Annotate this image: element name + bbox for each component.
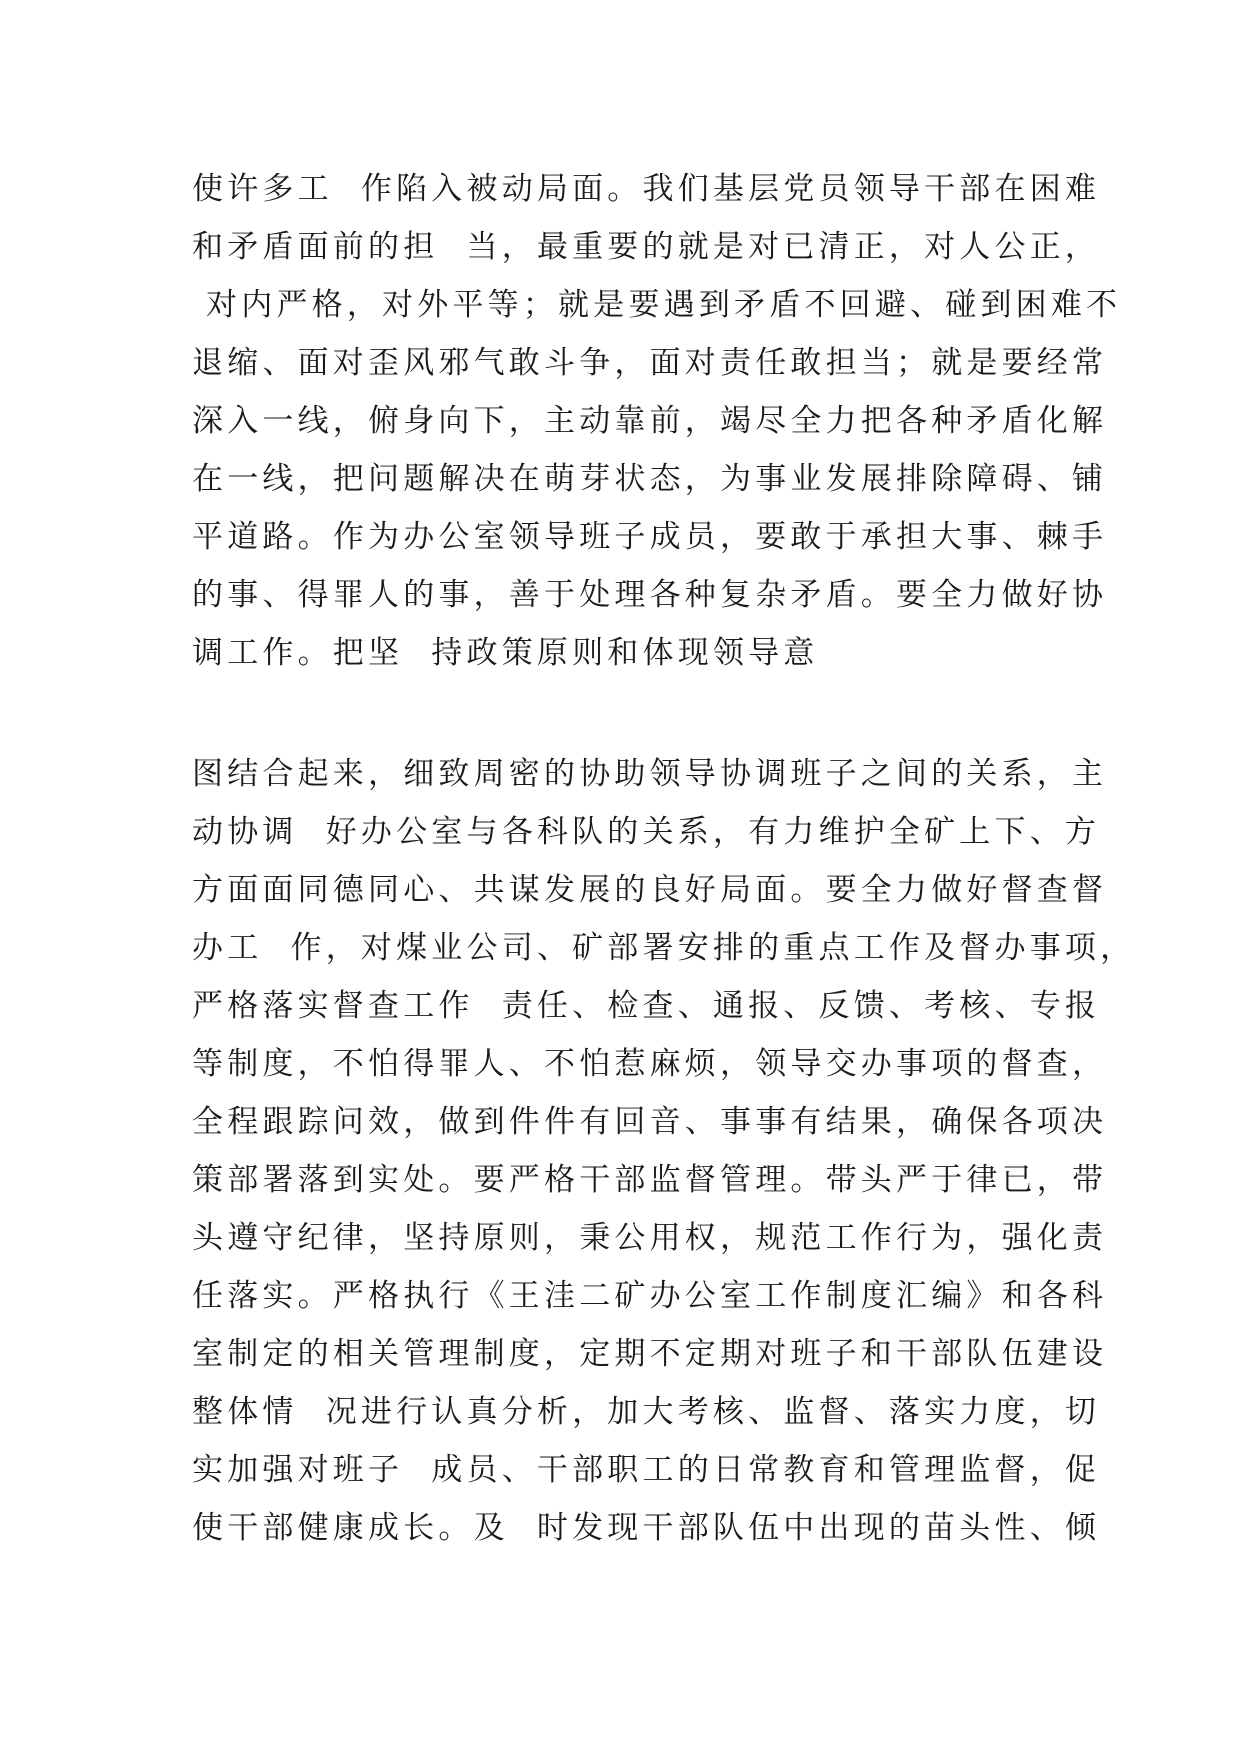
text-line: 和矛盾面前的担 当，最重要的就是对已清正，对人公正， xyxy=(192,229,1101,265)
text-line: 办工 作，对煤业公司、矿部署安排的重点工作及督办事项， xyxy=(192,930,1136,966)
text-line: 整体情 况进行认真分析，加大考核、监督、落实力度，切 xyxy=(192,1394,1101,1430)
paragraph-1 xyxy=(192,160,1122,682)
text-line: 的事、得罪人的事，善于处理各种复杂矛盾。要全力做好协 xyxy=(192,577,1108,613)
text-line: 深入一线，俯身向下，主动靠前，竭尽全力把各种矛盾化解 xyxy=(192,403,1108,439)
paragraph-2 xyxy=(192,745,1136,1557)
text-line: 任落实。严格执行《王洼二矿办公室工作制度汇编》和各科 xyxy=(192,1278,1108,1314)
text-line: 严格落实督查工作 责任、检查、通报、反馈、考核、专报 xyxy=(192,988,1101,1024)
text-line: 策部署落到实处。要严格干部监督管理。带头严于律已，带 xyxy=(192,1162,1108,1198)
text-line: 实加强对班子 成员、干部职工的日常教育和管理监督，促 xyxy=(192,1452,1101,1488)
text-line: 对内严格，对外平等；就是要遇到矛盾不回避、碰到困难不 xyxy=(192,287,1122,323)
text-line: 头遵守纪律，坚持原则，秉公用权，规范工作行为，强化责 xyxy=(192,1220,1108,1256)
text-line: 使干部健康成长。及 时发现干部队伍中出现的苗头性、倾 xyxy=(192,1510,1101,1546)
text-line: 平道路。作为办公室领导班子成员，要敢于承担大事、棘手 xyxy=(192,519,1108,555)
text-line: 等制度，不怕得罪人、不怕惹麻烦，领导交办事项的督查， xyxy=(192,1046,1108,1082)
text-line: 调工作。把坚 持政策原则和体现领导意 xyxy=(192,635,819,671)
text-line: 退缩、面对歪风邪气敢斗争，面对责任敢担当；就是要经常 xyxy=(192,345,1108,381)
text-line: 在一线，把问题解决在萌芽状态，为事业发展排除障碍、铺 xyxy=(192,461,1108,497)
text-line: 图结合起来，细致周密的协助领导协调班子之间的关系，主 xyxy=(192,756,1108,792)
text-line: 全程跟踪问效，做到件件有回音、事事有结果，确保各项决 xyxy=(192,1104,1108,1140)
text-line: 室制定的相关管理制度，定期不定期对班子和干部队伍建设 xyxy=(192,1336,1108,1372)
text-line: 方面面同德同心、共谋发展的良好局面。要全力做好督查督 xyxy=(192,872,1108,908)
text-line: 动协调 好办公室与各科队的关系，有力维护全矿上下、方 xyxy=(192,814,1101,850)
text-line: 使许多工 作陷入被动局面。我们基层党员领导干部在困难 xyxy=(192,171,1101,207)
